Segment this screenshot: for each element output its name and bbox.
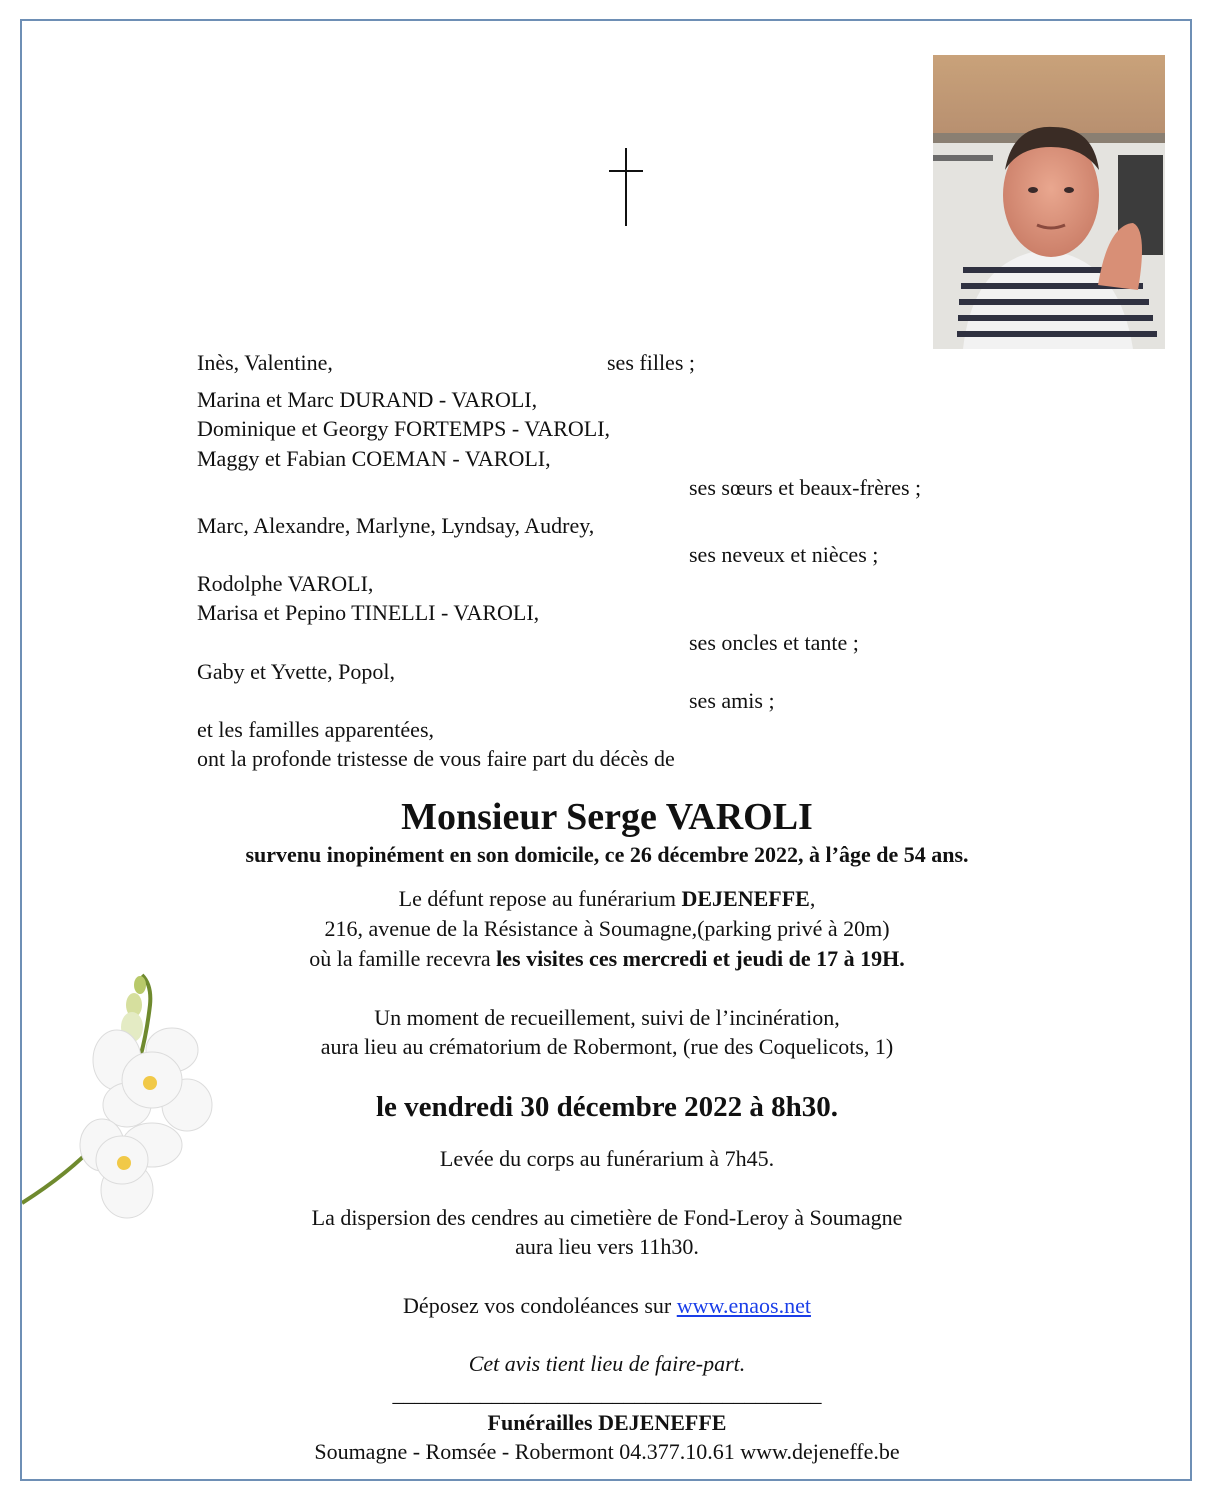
rest-line-1: Le défunt repose au funérarium DEJENEFFE, [398,886,816,911]
ceremony-line-2: aura lieu au crématorium de Robermont, (rue des Coquelicots, 1) [320,1034,894,1059]
sibling-line: Dominique et Georgy FORTEMPS - VAROLI, [197,416,611,441]
condolences-line: Déposez vos condoléances sur www.enaos.net [403,1293,811,1318]
uncle-line: Rodolphe VAROLI, [197,571,374,596]
announce-line: ont la profonde tristesse de vous faire part du décès de [197,746,675,771]
uncles-role: ses oncles et tante ; [689,630,859,655]
uncle-line: Marisa et Pepino TINELLI - VAROLI, [197,600,540,625]
separator-line: _______________________________________ [392,1381,822,1406]
families-line: et les familles apparentées, [197,717,435,742]
dispersion-line-2: aura lieu vers 11h30. [515,1234,699,1259]
sibling-line: Marina et Marc DURAND - VAROLI, [197,387,538,412]
siblings-role: ses sœurs et beaux-frères ; [689,475,922,500]
deceased-portrait [933,55,1165,349]
rest-line-2: 216, avenue de la Résistance à Soumagne,(parking privé à 20m) [324,916,890,941]
dispersion-line-1: La dispersion des cendres au cimetière de Fond-Leroy à Soumagne [311,1205,903,1230]
nephews-names: Marc, Alexandre, Marlyne, Lyndsay, Audrey, [197,513,595,538]
ceremony-date: le vendredi 30 décembre 2022 à 8h30. [375,1091,839,1123]
footer-company: Funérailles DEJENEFFE [487,1410,727,1435]
condolences-link[interactable]: www.enaos.net [676,1293,811,1318]
rest-line-3: où la famille recevra les visites ces mercredi et jeudi de 17 à 19H. [309,946,905,971]
notice-line: Cet avis tient lieu de faire-part. [468,1351,746,1376]
deceased-name: Monsieur Serge VAROLI [401,796,813,838]
levee-line: Levée du corps au funérarium à 7h45. [439,1146,775,1171]
daughters-names: Inès, Valentine, [197,350,333,375]
sibling-line: Maggy et Fabian COEMAN - VAROLI, [197,446,551,471]
friends-names: Gaby et Yvette, Popol, [197,659,395,684]
friends-role: ses amis ; [689,688,775,713]
footer-contact: Soumagne - Romsée - Robermont 04.377.10.61 www.dejeneffe.be [314,1439,900,1464]
daughters-role: ses filles ; [607,350,695,375]
deceased-circumstance: survenu inopinément en son domicile, ce 26 décembre 2022, à l’âge de 54 ans. [245,842,969,867]
ceremony-line-1: Un moment de recueillement, suivi de l’incinération, [374,1005,840,1030]
cross-icon [609,148,643,226]
nephews-role: ses neveux et nièces ; [689,542,879,567]
